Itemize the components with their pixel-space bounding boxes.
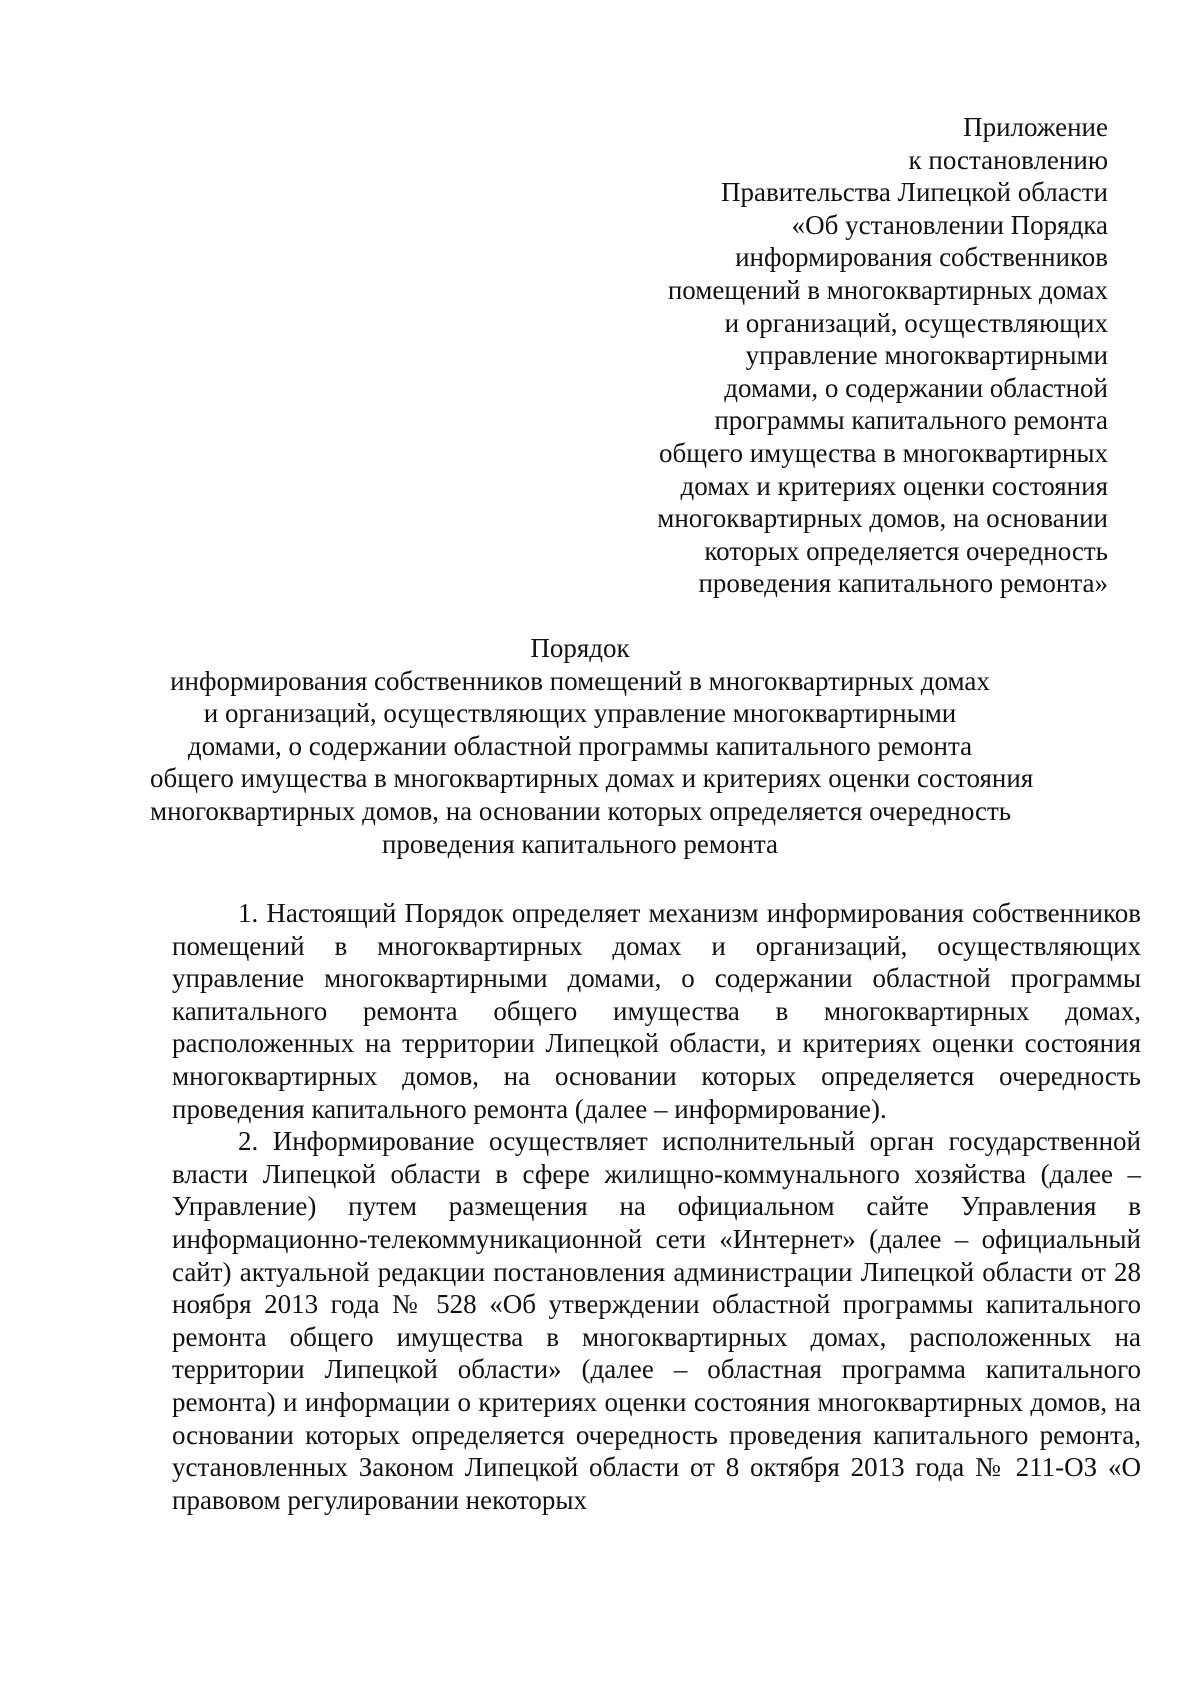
- appendix-line: управление многоквартирными: [745, 340, 1108, 371]
- appendix-line: информирования собственников: [735, 242, 1108, 273]
- paragraph-2: 2. Информирование осуществляет исполнительный орган государственной власти Липецкой области в сфере жилищно-коммунального хозяйства (далее – Управление) путем размещения на официальном сайте Управления в информационно-телекоммуникационной сети «Интернет» (далее – официальный сайт) актуальной редакции постановления администрации Липецкой области от 28 ноября 2013 года № 528 «Об утверждении областной программы капитального ремонта общего имущества в многоквартирных домах, расположенных на территории Липецкой области» (далее – областная программа капитального ремонта) и информации о критериях оценки состояния многоквартирных домов, на основании которых определяется очередность проведения капитального ремонта, установленных Законом Липецкой области от 8 октября 2013 года № 211-ОЗ «О правовом регулировании некоторых: [172, 1126, 1141, 1515]
- appendix-line: домах и критериях оценки состояния: [680, 470, 1108, 501]
- appendix-line: проведения капитального ремонта»: [698, 568, 1108, 599]
- title-line: Порядок: [530, 633, 630, 663]
- appendix-header: [588, 111, 1108, 600]
- appendix-line: домами, о содержании областной: [724, 372, 1108, 403]
- appendix-line: помещений в многоквартирных домах: [667, 274, 1108, 305]
- title-line: многоквартирных домов, на основании которых определяется очередность: [150, 795, 1012, 826]
- appendix-line: Правительства Липецкой области: [720, 177, 1108, 208]
- document-title: [150, 632, 1034, 860]
- title-line: информирования собственников помещений в многоквартирных домах: [170, 665, 990, 696]
- paragraph-1: 1. Настоящий Порядок определяет механизм информирования собственников помещений в многоквартирных домах и организаций, осуществляющих управление многоквартирными домами, о содержании областной программы капитального ремонта общего имущества в многоквартирных домах, расположенных на территории Липецкой области, и критериях оценки состояния многоквартирных домов, на основании которых определяется очередность проведения капитального ремонта (далее – информирование).: [172, 898, 1141, 1124]
- appendix-line: Приложение: [963, 112, 1108, 142]
- title-line: домами, о содержании областной программы капитального ремонта: [187, 730, 973, 761]
- appendix-line: и организаций, осуществляющих: [724, 307, 1108, 338]
- title-line: общего имущества в многоквартирных домах и критериях оценки состояния: [150, 763, 1034, 794]
- appendix-line: к постановлению: [908, 144, 1108, 175]
- title-line: и организаций, осуществляющих управление многоквартирными: [203, 698, 957, 729]
- appendix-line: многоквартирных домов, на основании: [657, 503, 1108, 534]
- appendix-line: «Об установлении Порядка: [791, 209, 1108, 240]
- appendix-line: которых определяется очередность: [704, 535, 1108, 566]
- document-body: [172, 897, 1141, 1516]
- title-line: проведения капитального ремонта: [381, 828, 779, 859]
- appendix-line: программы капитального ремонта: [714, 405, 1108, 436]
- appendix-line: общего имущества в многоквартирных: [659, 437, 1108, 468]
